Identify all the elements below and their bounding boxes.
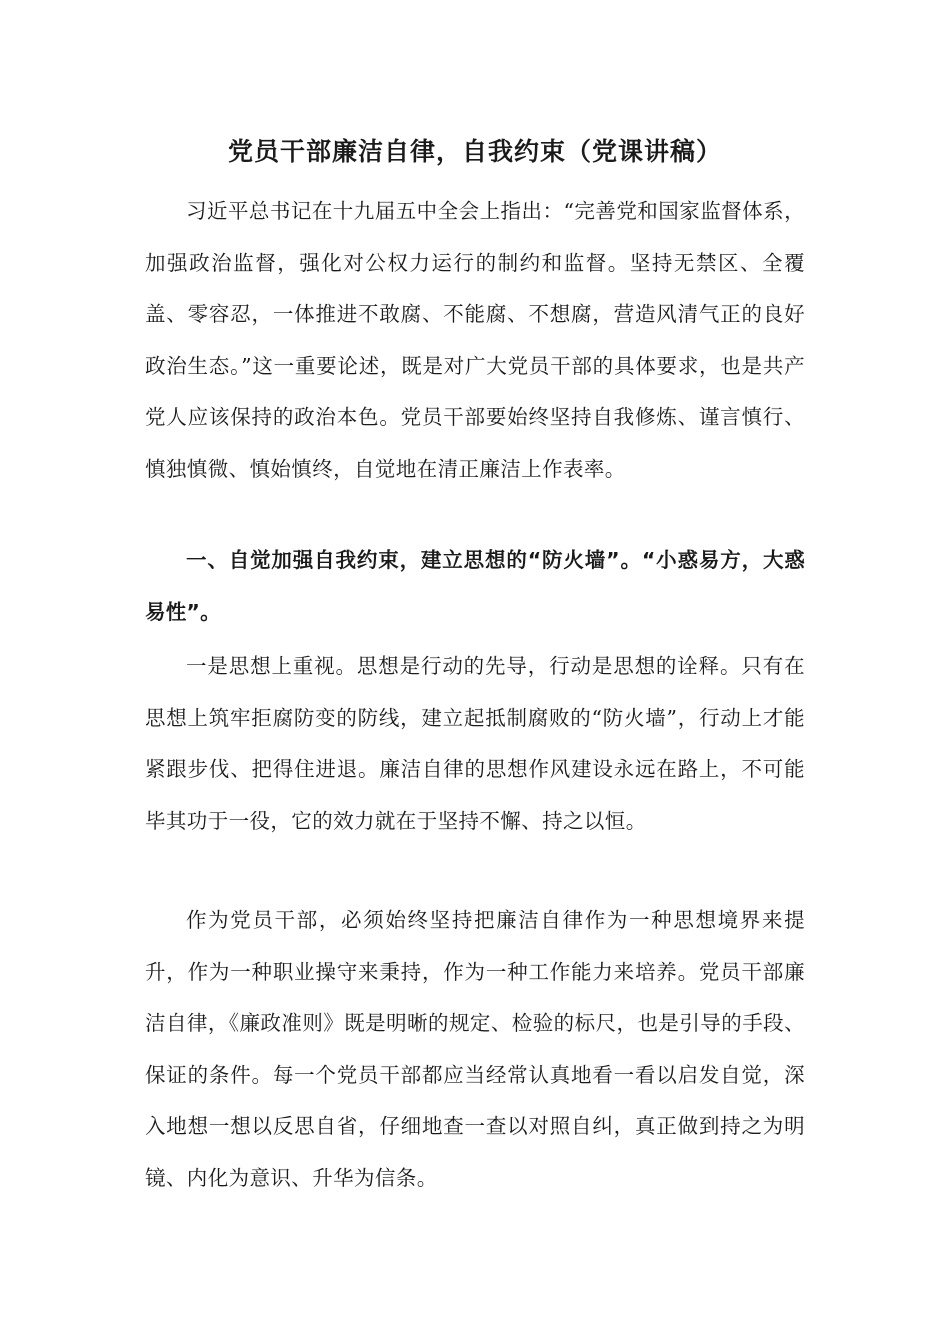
section-heading-1: 一、自觉加强自我约束，建立思想的“防火墙”。“小惑易方，大惑易性”。 xyxy=(145,548,805,624)
document-title: 党员干部廉洁自律，自我约束（党课讲稿） xyxy=(227,137,722,166)
paragraph-thought-emphasis: 一是思想上重视。思想是行动的先导，行动是思想的诠释。只有在思想上筑牢拒腐防变的防线，建立起抵制腐败的“防火墙”，行动上才能紧跟步伐、把得住进退。廉洁自律的思想作风建设永远在路上，不可能毕其功于一役，它的效力就在于坚持不懈、持之以恒。 xyxy=(145,654,805,833)
paragraph-intro: 习近平总书记在十九届五中全会上指出：“完善党和国家监督体系，加强政治监督，强化对公权力运行的制约和监督。坚持无禁区、全覆盖、零容忍，一体推进不敢腐、不能腐、不想腐，营造风清气正的良好政治生态。”这一重要论述，既是对广大党员干部的具体要求，也是共产党人应该保持的政治本色。党员干部要始终坚持自我修炼、谨言慎行、慎独慎微、慎始慎终，自觉地在清正廉洁上作表率。 xyxy=(145,199,805,481)
paragraph-party-cadre: 作为党员干部，必须始终坚持把廉洁自律作为一种思想境界来提升，作为一种职业操守来秉持，作为一种工作能力来培养。党员干部廉洁自律，《廉政准则》既是明晰的规定、检验的标尺，也是引导的手段、保证的条件。每一个党员干部都应当经常认真地看一看以启发自觉，深入地想一想以反思自省，仔细地查一查以对照自纠，真正做到持之为明镜、内化为意识、升华为信条。 xyxy=(145,908,805,1190)
